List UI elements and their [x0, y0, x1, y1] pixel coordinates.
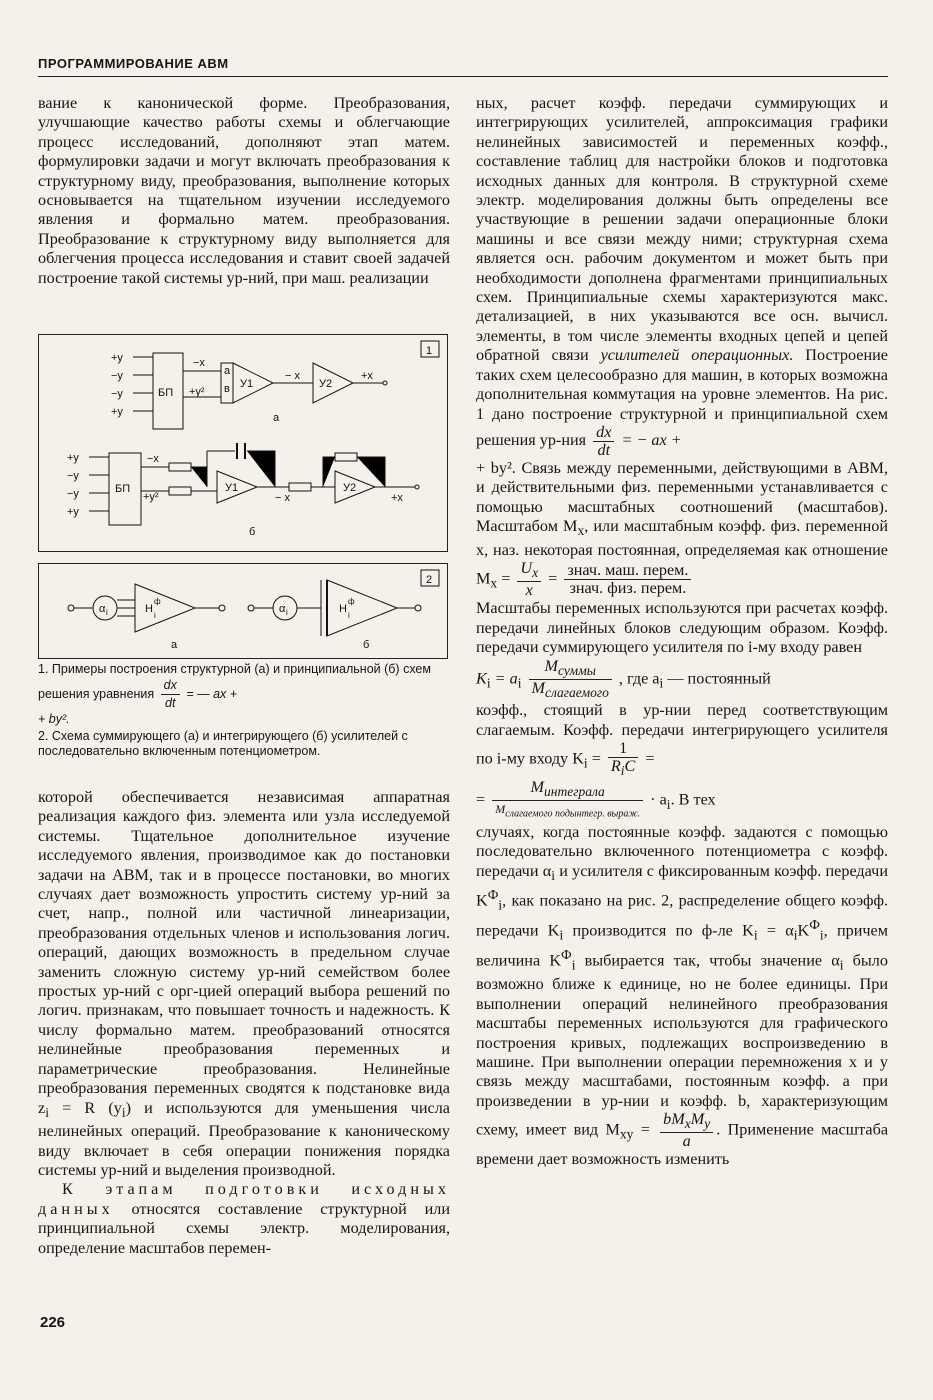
integrating-amp-b — [327, 580, 397, 636]
port-b: в — [224, 383, 230, 395]
p6-sub-1: i — [551, 867, 555, 883]
u2-label-a: У2 — [319, 378, 333, 390]
out-plus-x-a: +x — [361, 370, 373, 382]
right-para-6 — [476, 823, 888, 1170]
eq-int-2-sub: i — [666, 796, 671, 812]
eq-int-2-num-M: M — [530, 778, 545, 797]
left-para-3 — [38, 1180, 450, 1258]
u1-label-b: У1 — [225, 482, 239, 494]
eq-int-2-num — [492, 779, 643, 801]
right-p2-sub: x — [577, 523, 585, 539]
caption-1-text: 1. Примеры построения структурной (а) и принципиальной (б) схем решения уравнения — [38, 662, 431, 701]
plus-y2-b: +y² — [143, 491, 159, 503]
running-title: ПРОГРАММИРОВАНИЕ АВМ — [38, 56, 229, 71]
eq-scale-2 — [564, 562, 691, 597]
right-para-2 — [476, 459, 888, 600]
right-p1-text: ных, расчет коэфф. передачи суммирующих и интегрирующих усилителей, аппроксимация графики нелинейных зависимостей и переменных коэфф., составление таблиц для настройки блоков и подготовка исходных данных для контроля. В структурной схеме электр. моделирования должны быть определены все участвующие в решении задачи операционные блоки машины и все связи между ними; структурная схема является осн. рабочим документом и может быть при необходимости дополнена фрагментами принципиальных схем. Принципиальные схемы характеризуются макс. детализацией, в них указываются все осн. вычисл. элементы, в том числе элементы входных цепей и цепей обратной связи — [476, 94, 888, 365]
right-p1b-text: Построение таких схем целесообразно для машин, в которых возможна дополнительная коммутация на уровне элементов. На рис. 1 дано построение структурной и принципиальной схем решения ур-ния — [476, 346, 888, 450]
eq-scale-2-num: знач. маш. перем. — [564, 562, 691, 580]
p6-b: и усилителя с фиксированным коэфф. передачи K — [476, 861, 888, 910]
eq-sign-4: = — [645, 749, 655, 768]
eq-int-1 — [608, 740, 638, 779]
caption-1-fraction — [161, 677, 180, 712]
eq-sum-sub-i: i — [486, 675, 491, 691]
h-label-a: H — [145, 603, 153, 615]
p6-sub-5: i — [793, 927, 798, 943]
eq-sum-mid: = a — [490, 669, 518, 688]
eq-int-2-den-M: M — [495, 802, 506, 817]
right-para-3: Масштабы переменных используются при расчетах коэфф. передачи линейных блоков следующим образом. Коэфф. передачи суммирующего усилителя по i-му входу равен — [476, 599, 888, 657]
u1-label-a: У1 — [240, 378, 254, 390]
p6-c: , как показано на рис. 2, распределение общего коэфф. передачи K — [476, 891, 888, 940]
eq-sum-sub-i-2: i — [517, 675, 522, 691]
minus-x-a: −x — [193, 357, 205, 369]
alpha-a: α — [99, 603, 106, 615]
caption-1-rhs: = — ax + — [186, 686, 238, 701]
summing-amp-a — [135, 584, 195, 632]
u2-label-b: У2 — [343, 482, 357, 494]
figure-1 — [38, 334, 448, 552]
alpha-sub-b: i — [286, 608, 288, 617]
port-a: a — [224, 365, 231, 377]
p6-d: производится по ф-ле K — [563, 921, 754, 940]
eq-dxdt-rhs: = − ax + — [621, 431, 682, 450]
input-a-3: −y — [111, 388, 123, 400]
eq-mult-den: a — [682, 1132, 691, 1151]
caption-1-tail: + by². — [38, 712, 70, 726]
input-b-1: +y — [67, 452, 79, 464]
input-a-4: +y — [111, 406, 123, 418]
p6-sub-8: i — [839, 957, 844, 973]
eq-int-1-den-sub: i — [620, 763, 625, 779]
eq-scale-1-den: x — [525, 581, 533, 600]
h-sup-b: ф — [348, 597, 355, 606]
eq-sum-num-M: M — [544, 656, 558, 675]
eq-int-1-den-R: R — [610, 756, 621, 775]
eq-sign-6: = — [640, 1120, 650, 1139]
left-column-top — [38, 94, 450, 288]
caption-1 — [38, 662, 448, 727]
right-p4-text: коэфф., стоящий в ур-нии перед соответствующим слагаемым. Коэфф. передачи интегрирующего усилителя по i-му входу K — [476, 701, 888, 768]
eq-sum-num — [529, 658, 612, 680]
inputs-a — [111, 352, 153, 418]
eq-dxdt-den: dt — [597, 440, 611, 459]
alpha-b: α — [279, 603, 286, 615]
caption-2: 2. Схема суммирующего (а) и интегрирующего (б) усилителей с последовательно включенным потенциометром. — [38, 729, 408, 758]
header-rule — [38, 76, 888, 77]
p6-j: . Применение масштаба времени дает возможность изменить — [476, 1120, 889, 1169]
p6-sub-4: i — [753, 927, 758, 943]
right-p1-italic: усилителей операционных. — [600, 346, 794, 365]
sub-i-2: i — [121, 1104, 126, 1120]
p6-f: K — [797, 921, 810, 940]
eq-int-2-num-sub: интеграла — [544, 784, 605, 800]
eq-int-2-den — [492, 801, 643, 822]
h-label-b: H — [339, 603, 347, 615]
input-b-3: −y — [67, 488, 79, 500]
eq-sum-fraction — [529, 658, 612, 701]
page-number: 226 — [40, 1314, 66, 1331]
eq-scale-2-den: знач. физ. перем. — [569, 579, 687, 598]
sub-i-1: i — [45, 1104, 49, 1120]
caption-1-den: dt — [165, 696, 176, 710]
right-column — [476, 94, 888, 1170]
p6-sup-1: Ф — [487, 887, 499, 903]
diagram-label-a: а — [273, 412, 280, 424]
h-sup-a: ф — [154, 597, 161, 606]
p6-sub-2: i — [498, 897, 503, 913]
plus-y2-a: +y² — [189, 386, 205, 398]
bp-label-b: БП — [115, 483, 131, 495]
left-para-2-close: ) и используются для уменьшения числа нелинейных операций. Преобразование к каноническому виду включает в себя операции понижения порядка системы ур-ний и выделения производной. — [38, 1098, 450, 1179]
input-a-2: −y — [111, 370, 123, 382]
eq-mult-num-sub2: y — [704, 1116, 711, 1132]
out-minus-x-a: − x — [285, 370, 300, 382]
eq-scale-1-num — [517, 560, 541, 582]
eq-sum-den — [529, 680, 612, 701]
out-plus-x-b: +x — [391, 492, 403, 504]
left-column-bottom — [38, 788, 450, 1258]
eq-sum-num-sub: суммы — [557, 662, 596, 678]
right-para-4 — [476, 701, 888, 779]
eq-mult-num-sub1: x — [684, 1116, 691, 1132]
eq-mult-fraction — [660, 1111, 713, 1150]
figure-captions — [38, 662, 448, 761]
minus-x-b: −x — [147, 453, 159, 465]
p6-sub-6: i — [819, 927, 824, 943]
left-para-3-text: относятся составление структурной или принципиальной схемы электр. моделирования, определение масштабов перемен- — [38, 1199, 450, 1257]
eq-int-2-den-sub: слагаемого подынтегр. выраж. — [505, 808, 641, 820]
right-para-1 — [476, 94, 888, 459]
left-para-1: вание к канонической форме. Преобразования, улучшающие качество работы схемы и облегчающие процесс исследований, дополняют этап матем. формулировки задачи и могут включать преобразования к структурному виду, преобразования, выполнение которых основывается на тщательном изучении исследуемого явления и формально матем. преобразования. Преобразование к структурному виду выполняется для облегчения процесса исследования и ставит своей задачей построение такой системы ур-ний, при маш. реализации — [38, 94, 450, 287]
diagram-label-b: б — [249, 526, 256, 538]
figure-1-number: 1 — [426, 345, 433, 357]
eq-int-2-tail: · a — [650, 790, 667, 809]
eq-sign-3: = — [591, 749, 601, 768]
eq-sign-1: = — [501, 569, 511, 588]
eq-int-1-den-C: C — [624, 756, 636, 775]
right-p2-sub-2: x — [490, 575, 498, 591]
left-para-2 — [38, 788, 450, 1180]
eq-sum-tail: , где a — [618, 669, 660, 688]
figure-2-number: 2 — [426, 574, 433, 586]
eq-scale-1 — [517, 560, 541, 599]
input-b-2: −y — [67, 470, 79, 482]
p6-e: = α — [757, 921, 794, 940]
p6-sub-xy: xy — [619, 1126, 634, 1142]
h-sub-a: i — [154, 611, 156, 620]
fig2-label-a: а — [171, 639, 178, 651]
alpha-sub-a: i — [106, 608, 108, 617]
eq-mult-num-M: M — [690, 1110, 705, 1129]
input-a-1: +y — [111, 352, 123, 364]
p6-sub-3: i — [559, 927, 564, 943]
eq-sum-den-M: M — [531, 678, 545, 697]
eq-int-2 — [476, 779, 888, 823]
input-b-4: +y — [67, 506, 79, 518]
left-para-3-lead: К этапам подготовки исходных данных — [38, 1180, 450, 1218]
figure-1-diagram — [39, 335, 447, 551]
p6-sup-2: Ф — [809, 917, 820, 933]
eq-mult-num — [660, 1111, 713, 1133]
eq-dxdt — [593, 424, 614, 459]
eq-int-2-fraction — [492, 779, 643, 823]
p6-i: было возможно ближе к единице, но не более единицы. При выполнении операций нелинейного преобразования масштабы переменных используются для графического построения кривых, подлежащих воспроизведению в машине. При выполнении операции перемножения x и y связь между масштабами, постоянным коэфф. a при произведении в ур-нии и коэфф. b, характеризующим схему, имеет вид M — [476, 951, 888, 1139]
eq-scale-1-U: U — [520, 559, 533, 578]
figure-2 — [38, 563, 448, 659]
p6-a: случаях, когда постоянные коэфф. задаются с помощью последовательно включенного потенциометра с коэфф. передачи α — [476, 822, 888, 880]
right-p2-text: + by². Связь между переменными, действующими в АВМ, и действительными физ. переменными устанавливается с помощью масштабных соотношений (масштабов). Масштабом M — [476, 458, 888, 536]
eq-sign-5: = — [476, 790, 486, 809]
p6-sub-7: i — [571, 957, 576, 973]
left-para-2-eq: = R (y — [48, 1098, 122, 1117]
out-minus-x-b: − x — [275, 492, 290, 504]
eq-sign-2: = — [548, 569, 558, 588]
right-p2b-text: , или масштабным коэфф. физ. переменной x, наз. некоторая постоянная, определяемая как отношение M — [476, 517, 888, 588]
eq-sum-K: K — [476, 669, 487, 688]
eq-sum-den-sub: слагаемого — [545, 685, 609, 701]
eq-int-1-num: 1 — [608, 740, 638, 758]
eq-sum-gain — [476, 658, 888, 701]
h-sub-b: i — [348, 611, 350, 620]
eq-sum-sub-i-3: i — [659, 675, 664, 691]
figure-2-diagram — [39, 564, 447, 658]
eq-sum-tail2: — постоянный — [663, 669, 771, 688]
eq-dxdt-num: dx — [593, 424, 614, 442]
p6-h: выбирается так, чтобы значение α — [575, 951, 840, 970]
eq-int-1-den — [608, 758, 638, 779]
p6-g: , причем величина K — [476, 921, 888, 970]
eq-mult-num-bM: bM — [663, 1110, 685, 1129]
right-p4-sub: i — [583, 755, 588, 771]
eq-scale-1-sub: x — [532, 565, 539, 581]
eq-int-2-tail2: . В тех — [670, 790, 716, 809]
bp-label-a: БП — [158, 387, 174, 399]
left-para-2-text: которой обеспечивается независимая аппаратная реализация каждого физ. элемента или узла исследуемой системы. Тщательное дополнительное изучение исследуемого явления, производимое как до постановки задачи на АВМ, так и в процессе постановки, во многих случаях дает возможность упростить систему ур-ний за счет, напр., полной или частичной линеаризации, преобразования отдельных членов и использования логич. операций, дающих возможность в предельном случае заменить сложную систему ур-ний семейством более простых ур-ний с орг-цией операций выбора решений по логич. признакам, что повышает точность и надежность. К числу формально матем. преобразований относятся нелинейные преобразования переменных и параметрические преобразования. Нелинейные преобразования переменных сводятся к подстановке вида z — [38, 788, 450, 1117]
caption-1-num: dx — [161, 677, 180, 695]
p6-sup-3: Ф — [561, 947, 572, 963]
fig2-label-b: б — [363, 639, 370, 651]
